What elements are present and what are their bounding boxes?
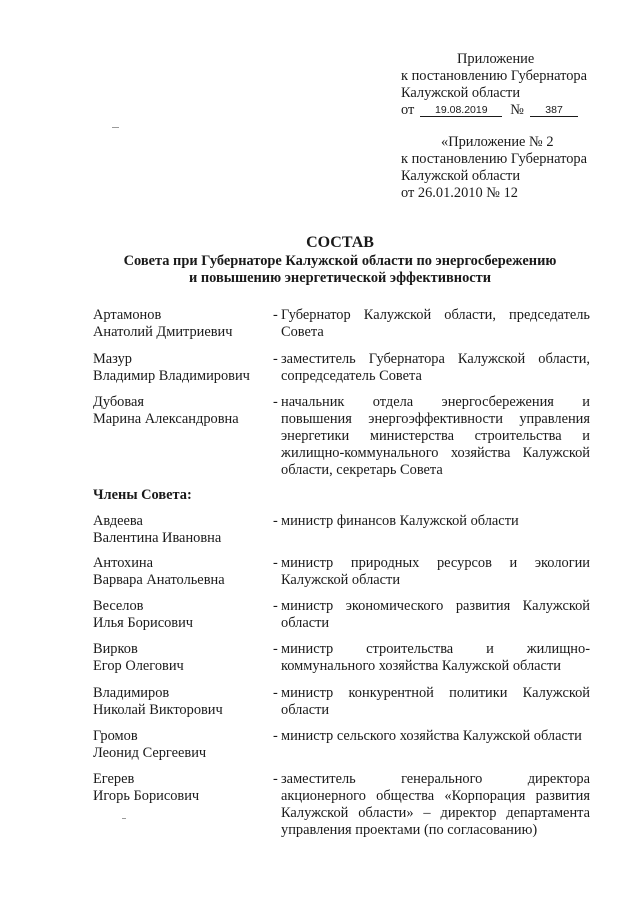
scan-speck — [112, 127, 119, 128]
roster-row — [93, 555, 590, 589]
person-given-name: Леонид Сергеевич — [93, 745, 207, 761]
person-name — [93, 394, 273, 479]
document-title-block — [90, 233, 590, 287]
decree-date: 19.08.2019 — [420, 104, 502, 117]
original-date-number-line: от 26.01.2010 № 12 — [401, 185, 518, 201]
person-name — [93, 728, 273, 762]
roster-row — [93, 394, 590, 479]
appendix-original-header — [401, 134, 616, 202]
person-role: министр строительства и жилищно-коммунального хозяйства Калужской области — [281, 641, 590, 674]
roster-row — [93, 771, 590, 839]
role-dash: - — [273, 351, 278, 367]
appendix-decree-line: к постановлению Губернатора — [401, 68, 587, 84]
roster-row — [93, 513, 590, 547]
person-surname: Веселов — [93, 598, 144, 614]
role-dash: - — [273, 728, 278, 744]
original-appendix-label: «Приложение № 2 — [441, 134, 554, 150]
person-role: начальник отдела энергосбережения и повышения энергоэффективности управления энергетики министерства строительства и жилищно-коммунального хозяйства Калужской области, секретарь Совета — [281, 394, 590, 478]
person-surname: Егерев — [93, 771, 135, 787]
person-given-name: Егор Олегович — [93, 658, 184, 674]
role-dash: - — [273, 394, 278, 410]
person-role: министр сельского хозяйства Калужской области — [281, 728, 582, 744]
roster-row — [93, 685, 590, 719]
person-name — [93, 307, 273, 341]
role-dash: - — [273, 513, 278, 529]
role-dash: - — [273, 555, 278, 571]
scan-speck — [122, 818, 126, 819]
person-surname: Вирков — [93, 641, 138, 657]
person-given-name: Валентина Ивановна — [93, 530, 222, 546]
from-label: от — [401, 102, 415, 118]
person-name — [93, 513, 273, 547]
person-surname: Мазур — [93, 351, 132, 367]
role-dash: - — [273, 685, 278, 701]
appendix-date-number-row — [401, 102, 616, 119]
appendix-region-line: Калужской области — [401, 85, 521, 101]
appendix-label: Приложение — [457, 51, 535, 67]
person-role: заместитель Губернатора Калужской области, сопредседатель Совета — [281, 351, 590, 384]
person-surname: Артамонов — [93, 307, 162, 323]
person-role: министр конкурентной политики Калужской области — [281, 685, 590, 718]
roster-row — [93, 307, 590, 341]
original-decree-line: к постановлению Губернатора — [401, 151, 587, 167]
role-dash: - — [273, 598, 278, 614]
person-given-name: Анатолий Дмитриевич — [93, 324, 233, 340]
person-name — [93, 685, 273, 719]
document-subtitle-line-2: и повышению энергетической эффективности — [188, 270, 492, 286]
original-region-line: Калужской области — [401, 168, 521, 184]
roster-row — [93, 728, 590, 762]
person-surname: Владимиров — [93, 685, 170, 701]
person-given-name: Илья Борисович — [93, 615, 194, 631]
person-role: министр природных ресурсов и экологии Калужской области — [281, 555, 590, 588]
appendix-current-header — [401, 51, 616, 119]
person-role: министр финансов Калужской области — [281, 513, 519, 529]
number-label: № — [510, 102, 525, 118]
person-name — [93, 555, 273, 589]
document-subtitle-line-1: Совета при Губернаторе Калужской области по энергосбережению — [123, 253, 557, 269]
document-title: СОСТАВ — [306, 234, 374, 251]
person-name — [93, 771, 273, 839]
role-dash: - — [273, 641, 278, 657]
person-given-name: Марина Александровна — [93, 411, 239, 427]
role-dash: - — [273, 307, 278, 323]
roster-row — [93, 351, 590, 385]
person-surname: Громов — [93, 728, 138, 744]
person-surname: Антохина — [93, 555, 154, 571]
person-given-name: Владимир Владимирович — [93, 368, 250, 384]
person-role: заместитель генерального директора акционерного общества «Корпорация развития Калужской области» – директор департамента управления проектами (по согласованию) — [281, 771, 590, 838]
role-dash: - — [273, 771, 278, 787]
roster-row — [93, 641, 590, 675]
person-name — [93, 598, 273, 632]
person-given-name: Игорь Борисович — [93, 788, 200, 804]
person-given-name: Николай Викторович — [93, 702, 223, 718]
roster-row — [93, 598, 590, 632]
person-role: Губернатор Калужской области, председатель Совета — [281, 307, 590, 340]
decree-number: 387 — [530, 104, 578, 117]
person-given-name: Варвара Анатольевна — [93, 572, 225, 588]
person-role: министр экономического развития Калужской области — [281, 598, 590, 631]
members-heading: Члены Совета: — [93, 487, 192, 503]
person-surname: Авдеева — [93, 513, 143, 529]
person-name — [93, 641, 273, 675]
person-name — [93, 351, 273, 385]
person-surname: Дубовая — [93, 394, 144, 410]
